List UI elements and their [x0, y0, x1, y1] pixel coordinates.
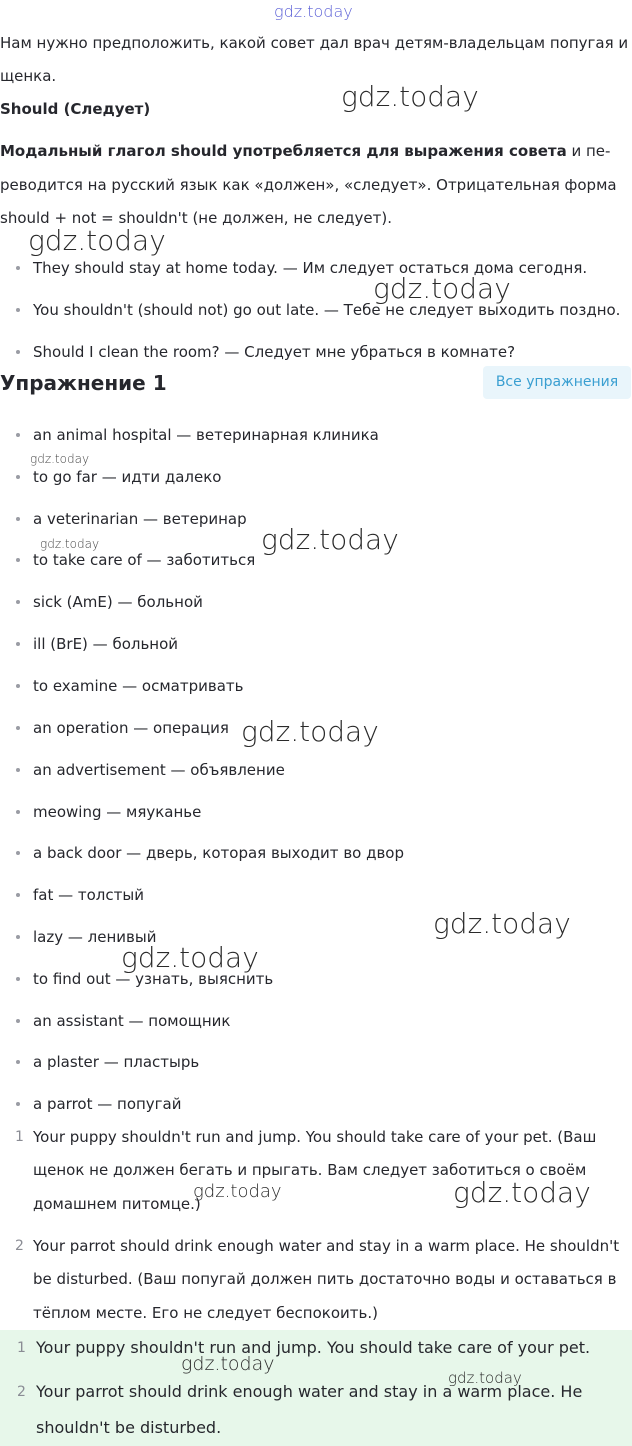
- intro-line-1: Нам нужно предположить, какой совет дал врач детям-владельцам попугая и: [0, 34, 629, 52]
- vocab-text: an operation — операция: [33, 719, 229, 737]
- watermark: gdz.today: [453, 1176, 591, 1209]
- final-answer-number: 1: [17, 1340, 26, 1356]
- answer-line: тёплом месте. Его не следует беспокоить.): [33, 1304, 378, 1322]
- bullet-icon: [16, 935, 20, 939]
- watermark: gdz.today: [341, 80, 479, 113]
- bullet-icon: [16, 475, 20, 479]
- watermark: gdz.today: [121, 941, 259, 974]
- watermark: gdz.today: [261, 523, 399, 556]
- vocab-text: meowing — мяуканье: [33, 803, 202, 821]
- answer-number: 1: [15, 1129, 24, 1145]
- watermark-top: gdz.today: [274, 2, 353, 21]
- watermark: gdz.today: [241, 715, 379, 748]
- watermark: gdz.today: [181, 1353, 275, 1375]
- bullet-icon: [16, 810, 20, 814]
- final-answer-line: Your puppy shouldn't run and jump. You should take care of your pet.: [36, 1338, 591, 1357]
- bullet-icon: [16, 517, 20, 521]
- rule-rest-text: и пе-: [566, 142, 611, 160]
- exercise-title: Упражнение 1: [0, 371, 167, 395]
- bullet-icon: [16, 768, 20, 772]
- vocab-text: sick (AmE) — больной: [33, 593, 203, 611]
- bullet-icon: [16, 558, 20, 562]
- bullet-icon: [16, 642, 20, 646]
- vocab-text: fat — толстый: [33, 886, 144, 904]
- bullet-icon: [16, 600, 20, 604]
- final-answer-line: Your parrot should drink enough water and stay in a warm place. He: [36, 1382, 583, 1401]
- vocab-text: to examine — осматривать: [33, 677, 244, 695]
- bullet-icon: [16, 1102, 20, 1106]
- vocab-text: an animal hospital — ветеринарная клиника: [33, 426, 379, 444]
- final-answer-line: shouldn't be disturbed.: [36, 1418, 222, 1437]
- bullet-icon: [16, 726, 20, 730]
- final-answer-number: 2: [17, 1384, 26, 1400]
- vocab-text: lazy — ленивый: [33, 928, 157, 946]
- bullet-icon: [16, 1060, 20, 1064]
- intro-line-2: щенка.: [0, 67, 57, 85]
- bullet-icon: [16, 433, 20, 437]
- answer-line: домашнем питомце.): [33, 1195, 201, 1213]
- bullet-icon: [16, 684, 20, 688]
- answer-line: Your puppy shouldn't run and jump. You should take care of your pet. (Ваш: [33, 1128, 597, 1146]
- vocab-text: ill (BrE) — больной: [33, 635, 179, 653]
- watermark: gdz.today: [373, 272, 511, 305]
- watermark: gdz.today: [193, 1181, 282, 1202]
- bullet-icon: [16, 308, 20, 312]
- watermark: gdz.today: [40, 537, 100, 551]
- bullet-icon: [16, 851, 20, 855]
- bullet-icon: [16, 1019, 20, 1023]
- vocab-text: a veterinarian — ветеринар: [33, 510, 247, 528]
- answer-line: be disturbed. (Ваш попугай должен пить достаточно воды и оставаться в: [33, 1270, 617, 1288]
- vocab-text: a parrot — попугай: [33, 1095, 182, 1113]
- bullet-icon: [16, 350, 20, 354]
- vocab-text: to find out — узнать, выяснить: [33, 970, 274, 988]
- watermark: gdz.today: [433, 907, 571, 940]
- rule-line-2: реводится на русский язык как «должен», «следует». Отрицательная форма: [0, 176, 617, 194]
- example-text: You shouldn't (should not) go out late. — Тебе не следует выходить поздно.: [33, 301, 621, 319]
- answer-line: щенок не должен бегать и прыгать. Вам следует заботиться о своём: [33, 1161, 587, 1179]
- rule-line-1: [0, 134, 610, 168]
- should-subtitle: Should (Следует): [0, 100, 151, 118]
- watermark: gdz.today: [28, 224, 166, 257]
- bullet-icon: [16, 977, 20, 981]
- vocab-text: to take care of — заботиться: [33, 551, 256, 569]
- rule-bold-text: Модальный глагол should употребляется для выражения совета: [0, 142, 567, 160]
- bullet-icon: [16, 893, 20, 897]
- example-text: Should I clean the room? — Следует мне убраться в комнате?: [33, 343, 516, 361]
- vocab-text: to go far — идти далеко: [33, 468, 222, 486]
- watermark: gdz.today: [448, 1369, 522, 1387]
- all-exercises-button[interactable]: Все упражнения: [483, 366, 631, 399]
- answer-line: Your parrot should drink enough water and stay in a warm place. He shouldn't: [33, 1237, 620, 1255]
- bullet-icon: [16, 266, 20, 270]
- vocab-text: a plaster — пластырь: [33, 1053, 200, 1071]
- vocab-text: an assistant — помощник: [33, 1012, 231, 1030]
- watermark: gdz.today: [30, 452, 90, 466]
- vocab-text: a back door — дверь, которая выходит во двор: [33, 844, 405, 862]
- answer-number: 2: [15, 1238, 24, 1254]
- rule-line-3: should + not = shouldn't (не должен, не следует).: [0, 209, 393, 227]
- example-text: They should stay at home today. — Им следует остаться дома сегодня.: [33, 259, 588, 277]
- vocab-text: an advertisement — объявление: [33, 761, 285, 779]
